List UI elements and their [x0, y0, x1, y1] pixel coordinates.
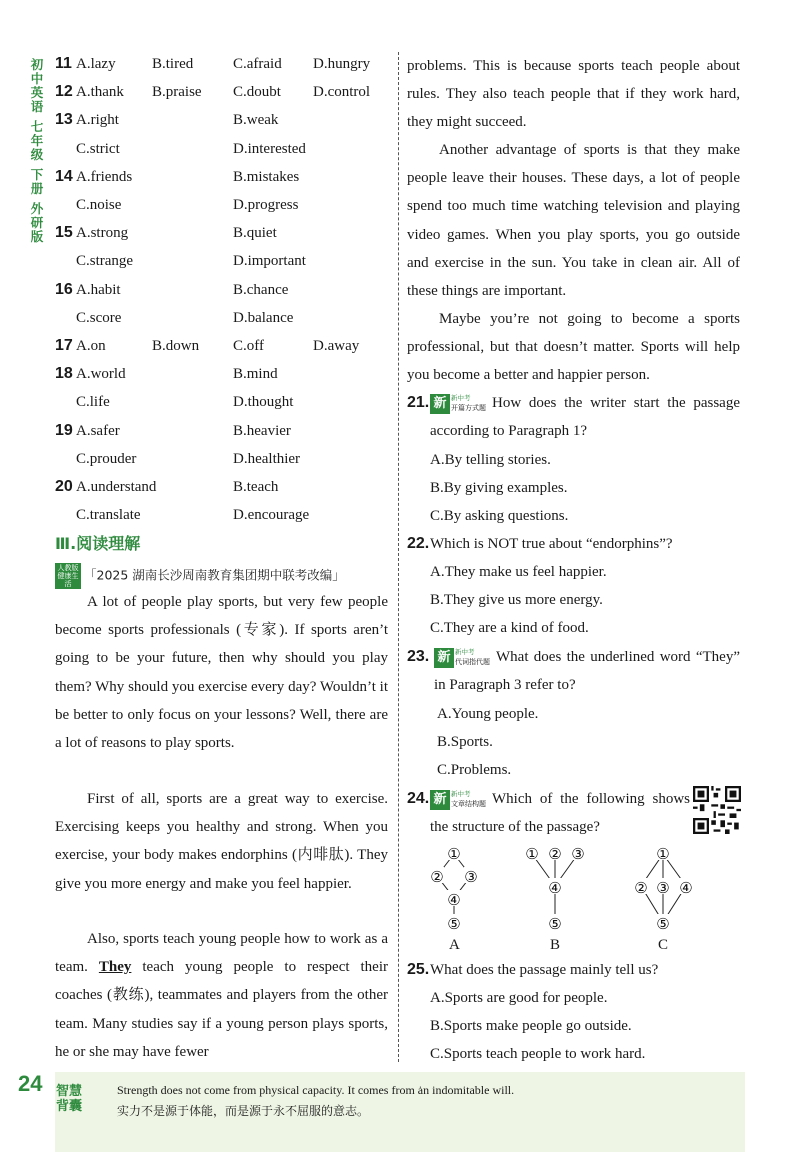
diagram-label-c[interactable]: C	[658, 937, 669, 953]
diagram-c-node-3: ③	[656, 879, 670, 897]
q21-tag-bottom: 开篇方式题	[451, 403, 486, 412]
cloze-11-option-a[interactable]: A.lazy	[76, 56, 116, 72]
side-tab-level	[28, 120, 46, 162]
side-tab-edition	[28, 202, 46, 244]
diagram-a-node-5: ⑤	[447, 915, 461, 932]
cloze-11-option-d[interactable]: D.hungry	[313, 56, 371, 72]
cloze-12-option-a[interactable]: A.thank	[76, 84, 124, 101]
side-tab-volume	[28, 168, 46, 196]
page-number: 24	[18, 1071, 43, 1096]
diagram-c-node-4: ④	[679, 879, 693, 897]
cloze-number-13: 13	[55, 111, 73, 129]
cloze-number-15: 15	[55, 224, 73, 242]
cloze-20-option-b[interactable]: B.teach	[233, 479, 279, 495]
structure-diagram-a	[421, 840, 491, 932]
cloze-number-18: 18	[55, 365, 73, 383]
passage-paragraph-1: A lot of people play sports, but very few people become sports professionals (专家). If sports aren’t going to be your future, then why should you play them? Why should you exercise every day? Wouldn’t it be better to only focus on your lessons? Well, there are a lot of reasons to play sports.	[55, 594, 388, 752]
cloze-14-option-d[interactable]: D.progress	[233, 197, 299, 213]
q23-choice-c[interactable]: C.Problems.	[437, 762, 512, 778]
cloze-number-19: 19	[55, 421, 73, 439]
cloze-19-option-c[interactable]: C.prouder	[76, 450, 137, 467]
p3-pre: Also, sports teach young people how to work as a team.	[55, 931, 388, 976]
question-25	[407, 956, 429, 984]
question-22	[407, 530, 429, 558]
q23-tag-bottom: 代词指代题	[455, 657, 490, 666]
source-badge: 人教版健康生活	[55, 563, 81, 589]
p3-post-left: teach young people to respect their coaches (教练), teammates and players from the other team. Many studies say if a young person plays sports, he or she may have fewer	[55, 959, 388, 1060]
diagram-b-node-2: ②	[548, 845, 562, 863]
q23-stem: What does the underlined word “They” in Paragraph 3 refer to?	[434, 649, 740, 694]
cloze-16-option-c[interactable]: C.score	[76, 309, 122, 326]
underlined-word-they: They	[98, 959, 132, 976]
q22-choice-b[interactable]: B.They give us more energy.	[430, 592, 603, 608]
q24-text	[430, 785, 690, 841]
question-23	[407, 643, 429, 671]
q21-choice-a[interactable]: A.By telling stories.	[430, 452, 551, 468]
q21-choice-c[interactable]: C.By asking questions.	[430, 508, 569, 524]
cloze-number-11: 11	[55, 55, 72, 72]
q23-choice-b[interactable]: B.Sports.	[437, 734, 493, 750]
question-21	[407, 389, 429, 417]
q23-choice-a[interactable]: A.Young people.	[437, 706, 539, 722]
q24-tag: 新 新中考 文章结构题	[430, 790, 486, 810]
cloze-17-option-c[interactable]: C.off	[233, 338, 264, 354]
q21-tag: 新 新中考 开篇方式题	[430, 394, 486, 414]
q22-choice-a[interactable]: A.They make us feel happier.	[430, 564, 607, 580]
cloze-14-option-b[interactable]: B.mistakes	[233, 168, 300, 185]
diagram-a-node-4: ④	[447, 891, 461, 909]
cloze-13-option-d[interactable]: D.interested	[233, 140, 306, 157]
q25-choice-a[interactable]: A.Sports are good for people.	[430, 990, 608, 1006]
diagram-c-node-5: ⑤	[656, 915, 670, 932]
cloze-14-option-c[interactable]: C.noise	[76, 197, 122, 213]
cloze-18-option-d[interactable]: D.thought	[233, 394, 294, 411]
cloze-13-option-a[interactable]: A.right	[76, 112, 119, 129]
cloze-20-option-d[interactable]: D.encourage	[233, 507, 310, 524]
cloze-18-option-b[interactable]: B.mind	[233, 366, 278, 383]
passage-paragraph-3-continued: problems. This is because sports teach people about rules. They also teach people that if they work hard, they might succeed.	[407, 58, 740, 131]
diagram-b-node-1: ①	[525, 845, 539, 863]
cloze-16-option-a[interactable]: A.habit	[76, 281, 121, 298]
diagram-c-node-1: ①	[656, 845, 670, 863]
diagram-a-node-2: ②	[430, 868, 444, 886]
cloze-number-14: 14	[55, 167, 73, 185]
cloze-number-16: 16	[55, 280, 73, 298]
side-tab-line-1: 初中英语	[30, 57, 44, 114]
q21-tag-top: 新中考	[451, 393, 471, 402]
q22-choice-c[interactable]: C.They are a kind of food.	[430, 620, 589, 636]
cloze-15-option-d[interactable]: D.important	[233, 253, 306, 270]
column-divider	[398, 52, 399, 1062]
qr-code-icon[interactable]	[693, 786, 741, 834]
cloze-16-option-d[interactable]: D.balance	[233, 309, 294, 326]
cloze-17-option-d[interactable]: D.away	[313, 338, 360, 354]
cloze-number-20: 20	[55, 478, 73, 495]
source-line	[55, 563, 345, 589]
passage-paragraph-3	[55, 925, 388, 1066]
cloze-12-option-c[interactable]: C.doubt	[233, 84, 281, 101]
diagram-b-node-3: ③	[571, 845, 585, 863]
cloze-13-option-c[interactable]: C.strict	[76, 140, 120, 157]
source-text: 「2025 湖南长沙周南教育集团期中联考改编」	[84, 567, 345, 583]
diagram-label-b[interactable]: B	[550, 937, 561, 953]
cloze-11-option-c[interactable]: C.afraid	[233, 56, 282, 72]
cloze-18-option-c[interactable]: C.life	[76, 394, 110, 411]
cloze-12-option-b[interactable]: B.praise	[152, 84, 202, 101]
q23-tag-top: 新中考	[455, 647, 475, 656]
q21-text	[430, 389, 740, 445]
cloze-18-option-a[interactable]: A.world	[76, 366, 126, 383]
cloze-13-option-b[interactable]: B.weak	[233, 112, 279, 129]
side-tab-line-3: 下册	[30, 167, 44, 196]
cloze-19-option-a[interactable]: A.safer	[76, 422, 120, 439]
cloze-19-option-d[interactable]: D.healthier	[233, 450, 301, 467]
question-24	[407, 785, 429, 813]
q23-number: 23.	[407, 648, 430, 665]
cloze-20-option-a[interactable]: A.understand	[76, 479, 157, 495]
q24-stem: Which of the following shows the structure of the passage?	[430, 791, 690, 836]
passage-paragraph-5: Maybe you’re not going to become a sports professional, but that doesn’t matter. Sports will help you become a better and happier person.	[407, 311, 740, 384]
structure-diagram-b	[521, 840, 591, 932]
q23-tag: 新 新中考 代词指代题	[434, 648, 490, 668]
cloze-17-option-a[interactable]: A.on	[76, 338, 106, 354]
q23-text	[434, 643, 740, 699]
cloze-15-option-c[interactable]: C.strange	[76, 253, 134, 270]
q21-number: 21.	[407, 394, 430, 411]
footer-quote-cn: 实力不是源于体能，而是源于永不屈服的意志。	[117, 1104, 370, 1118]
footer-quote-en: Strength does not come from physical capacity. It comes from ȧn indomitable will.	[117, 1083, 515, 1097]
cloze-16-option-b[interactable]: B.chance	[233, 281, 289, 298]
cloze-number-17: 17	[55, 337, 73, 354]
diagram-a-node-1: ①	[447, 845, 461, 863]
cloze-number-12: 12	[55, 83, 73, 101]
side-tab-line-2: 七年级	[30, 119, 44, 162]
q21-stem: How does the writer start the passage according to Paragraph 1?	[430, 395, 740, 440]
cloze-11-option-b[interactable]: B.tired	[152, 56, 194, 72]
q24-number: 24.	[407, 790, 430, 807]
q25-choice-b[interactable]: B.Sports make people go outside.	[430, 1018, 632, 1034]
cloze-17-option-b[interactable]: B.down	[152, 338, 200, 354]
diagram-b-node-5: ⑤	[548, 915, 562, 932]
cloze-19-option-b[interactable]: B.heavier	[233, 422, 291, 439]
q22-stem: Which is NOT true about “endorphins”?	[430, 536, 673, 552]
q25-stem: What does the passage mainly tell us?	[430, 962, 659, 978]
diagram-a-node-3: ③	[464, 868, 478, 886]
q25-number: 25.	[407, 961, 430, 978]
q22-number: 22.	[407, 535, 430, 552]
q21-choice-b[interactable]: B.By giving examples.	[430, 480, 568, 496]
section-title: Ⅲ.阅读理解	[55, 534, 141, 553]
q24-tag-top: 新中考	[451, 789, 471, 798]
diagram-label-a[interactable]: A	[449, 937, 460, 953]
structure-diagram-c	[628, 840, 700, 932]
footer-badge: 智慧背囊	[55, 1084, 82, 1114]
side-tab-grade	[28, 58, 46, 114]
cloze-20-option-c[interactable]: C.translate	[76, 507, 141, 524]
q24-tag-bottom: 文章结构题	[451, 799, 486, 808]
cloze-15-option-b[interactable]: B.quiet	[233, 225, 277, 242]
diagram-c-node-2: ②	[634, 879, 648, 897]
passage-paragraph-4: Another advantage of sports is that they make people leave their houses. These days, a lot of people spend too much time watching television and playing video games. When you play sports, you go outside and exercise in the sun. You take in clean air. All of these things are important.	[407, 142, 740, 300]
cloze-15-option-a[interactable]: A.strong	[76, 225, 129, 242]
cloze-14-option-a[interactable]: A.friends	[76, 168, 133, 185]
side-tab-line-4: 外研版	[30, 201, 44, 244]
diagram-b-node-4: ④	[548, 879, 562, 897]
cloze-12-option-d[interactable]: D.control	[313, 84, 371, 101]
q25-choice-c[interactable]: C.Sports teach people to work hard.	[430, 1046, 646, 1062]
passage-paragraph-2: First of all, sports are a great way to exercise. Exercising keeps you healthy and strong. When you exercise, your body makes endorphins (内啡肽). They give you more energy and make you feel happier.	[55, 791, 388, 892]
